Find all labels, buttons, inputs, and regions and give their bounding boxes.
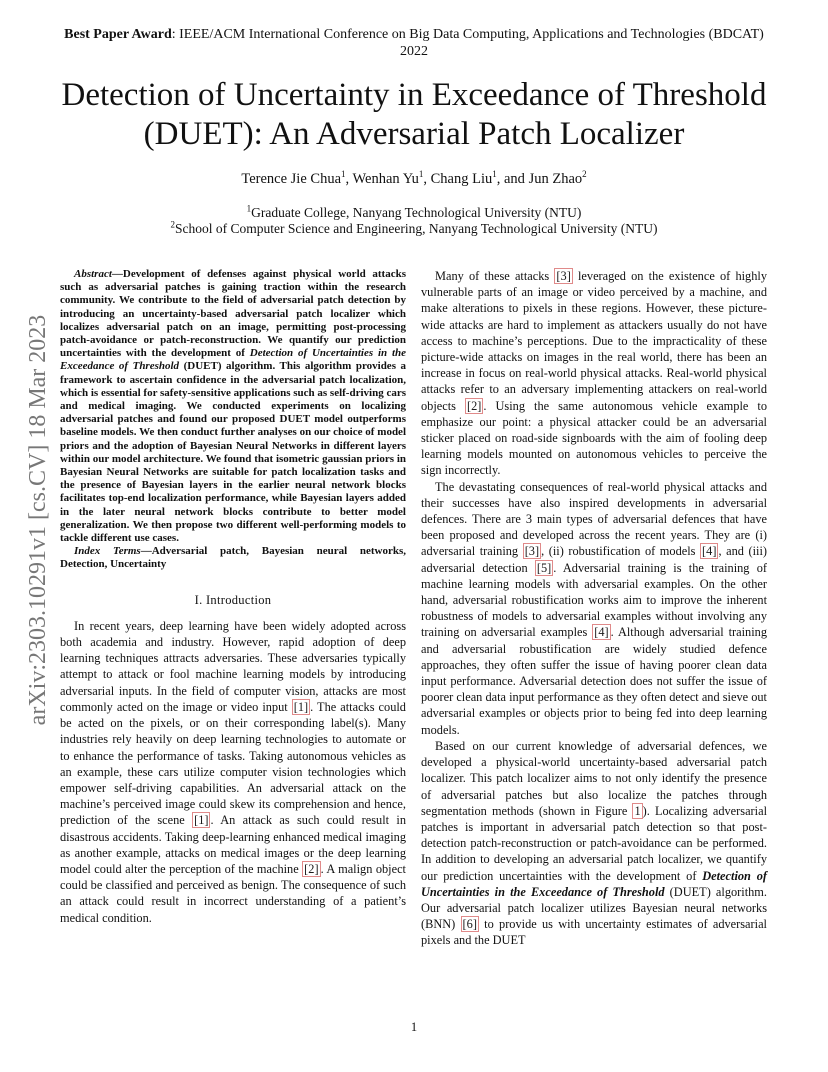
citation-link[interactable]: [4]	[594, 625, 609, 640]
citation-link[interactable]: [6]	[462, 917, 477, 932]
citation-link[interactable]: [3]	[556, 269, 571, 283]
citation-link[interactable]: [2]	[467, 398, 482, 413]
paper-title: Detection of Uncertainty in Exceedance of Threshold (DUET): An Adversarial Patch Localizer	[61, 77, 767, 152]
author-name: Jun Zhao	[528, 171, 583, 187]
author-affiliation-mark: 1	[492, 169, 497, 180]
citation-link[interactable]: [2]	[304, 861, 319, 876]
left-column	[60, 268, 406, 926]
figure-link[interactable]: 1	[634, 803, 641, 818]
body-paragraph: The devastating consequences of real-world physical attacks and their successes have also inspired developments in adversarial defences. There are 3 main types of adversarial defences that have been proposed and developed across the recent years. They are (i) adversarial training [3] , (ii) robustification of models [4] , and (iii) adversarial detection [5] . Adversarial training is the training of machine learning models with adversarial examples. On the other hand, adversarial robustification works aim to improve the inherent robustness of models to adversarial examples without involving any training on adversarial examples [4] . Although adversarial training and adversarial robustification are widely studied defence approaches, they often suffer the issue of having poorer clean data input performance. Adversarial detection does not suffer the issue of poorer clean data input performance as they often detect and sieve out adversarial examples or objects prior to being fed into deep learning models.	[421, 479, 768, 737]
citation-link[interactable]: [3]	[524, 544, 540, 559]
author-name: Terence Jie Chua	[241, 171, 342, 187]
author-name: Wenhan Yu	[352, 171, 419, 187]
citation-link[interactable]: [4]	[702, 544, 717, 559]
author-name: Chang Liu	[430, 171, 493, 187]
author-affiliation-mark: 1	[341, 169, 346, 180]
right-column	[421, 268, 767, 949]
body-paragraph: Many of these attacks [3] leveraged on the existence of highly vulnerable parts of an image or video perceived by a machine, and make alterations to pixels in these regions. However, these picture-wide attacks are hard to implement as attackers usually do not have access to machine’s perceptions. Due to the impracticality of these picture-wide attacks on images in the real world, there has been an increase in focus on real-world physical attacks. Real-world physical attacks refer to an adversary implementing attackers on real-world objects [2] . Using the same autonomous vehicle example to emphasize our point: a physical attacker could be an adversarial sticker placed on road-side signboards with the aim of fooling deep learning models mounted on autonomous vehicles to perceive the sign incorrectly.	[421, 269, 767, 478]
author-affiliation-mark: 1	[418, 169, 424, 180]
section-heading-introduction: I. Introduction	[194, 592, 272, 607]
index-terms-label: Index Terms	[74, 545, 141, 558]
author-affiliation-mark: 2	[582, 169, 587, 180]
affiliation-line: $^2$School of Computer Science and Engineering, Nanyang Technological University (NTU)	[170, 219, 658, 236]
citation-link[interactable]: [5]	[536, 560, 552, 575]
author-list: Terence Jie Chua$^1$, Wenhan Yu$^1$, Chang Liu$^1$, and Jun Zhao$^2$	[241, 169, 587, 187]
abstract-label: Abstract	[74, 268, 112, 280]
arxiv-identifier-stamp	[22, 280, 54, 760]
citation-link[interactable]: [1]	[194, 813, 209, 828]
intro-paragraph: In recent years, deep learning have been widely adopted across both academia and industry. However, rapid adoption of deep learning techniques attracts adversaries. These adversaries typically attempt to attack or fool machine learning models by introducing adversarial inputs. In the field of computer vision, attacks are most commonly acted on the image or video input [1] . The attacks could be acted on the pixels, or on their corresponding label(s). Many industries rely heavily on deep learning technologies to automate or to enhance the performance of tasks. Taking autonomous vehicles as an example, these cars utilize computer vision technologies which empower self-driving capabilities. An adversarial attack on the machine’s perceived image could skew its comprehension and hence, prediction of the scene [1] . An attack as such could result in disastrous accidents. Taking deep-learning enhanced medical imaging as another example, attacks on medical images or the deep learning model could alter the perception of the machine [2] . A malign object could be classified and perceived as benign. The consequence of such an attack could result in incorrect understanding of a patient’s medical condition.	[60, 618, 406, 925]
index-terms: Index Terms—Adversarial patch, Bayesian neural networks, Detection, Uncertainty	[60, 545, 407, 571]
affiliation-line: $^1$Graduate College, Nanyang Technological University (NTU)	[246, 203, 582, 220]
award-text: : IEEE/ACM International Conference on Big Data Computing, Applications and Technologies (BDCAT) 2022	[171, 27, 764, 59]
affiliations	[60, 205, 768, 237]
page-number: 1	[410, 1020, 418, 1034]
abstract: Abstract—Development of defenses against physical world attacks such as adversarial patches is gaining traction within the research community. We contribute to the field of adversarial patch detection by introducing an uncertainty-based adversarial patch localizer which localizes adversarial patch on an image, permitting post-processing patch-avoidance or patch-reconstruction. We quantify our prediction uncertainties with the development of Detection of Uncertainties in the Exceedance of Threshold (DUET) algorithm. This algorithm provides a framework to ascertain confidence in the adversarial patch localization, which is essential for safety-sensitive applications such as self-driving cars and medical imaging. We conducted experiments on localizing adversarial patches and found our proposed DUET model outperforms baseline models. We then conduct further analyses on our choice of model priors and the adoption of Bayesian Neural Networks in different layers within our model architecture. We found that isometric gaussian priors in Bayesian Neural Networks are suitable for patch localization tasks and the presence of Bayesian layers in the earlier neural network blocks facilitates top-end localization performance, while Bayesian layers added in the later neural network blocks contribute to better model generalization. We then propose two different well-performing models to tackle different use cases.	[60, 268, 407, 545]
arxiv-identifier-text: arXiv:2303.10291v1 [cs.CV] 18 Mar 2023	[25, 314, 51, 726]
citation-link[interactable]: [1]	[293, 699, 309, 714]
award-banner	[60, 26, 768, 60]
body-paragraph: Based on our current knowledge of adversarial defences, we developed a physical-world uncertainty-based adversarial patch localizer. This patch localizer aims to not only identify the presence of adversarial patches but also localize the patches through segmentation methods (shown in Figure 1 ). Localizing adversarial patches is important in adversarial patch detection so that post-detection patch-reconstruction or patch-avoidance can be performed. In addition to developing an adversarial patch localizer, we quantify our prediction uncertainties with the development of Detection of Uncertainties in the Exceedance of Threshold (DUET) algorithm. Our adversarial patch localizer utilizes Bayesian neural networks (BNN) [6] to provide us with uncertainty estimates of adversarial pixels and the DUET	[421, 738, 767, 948]
award-label: Best Paper Award	[64, 27, 172, 42]
